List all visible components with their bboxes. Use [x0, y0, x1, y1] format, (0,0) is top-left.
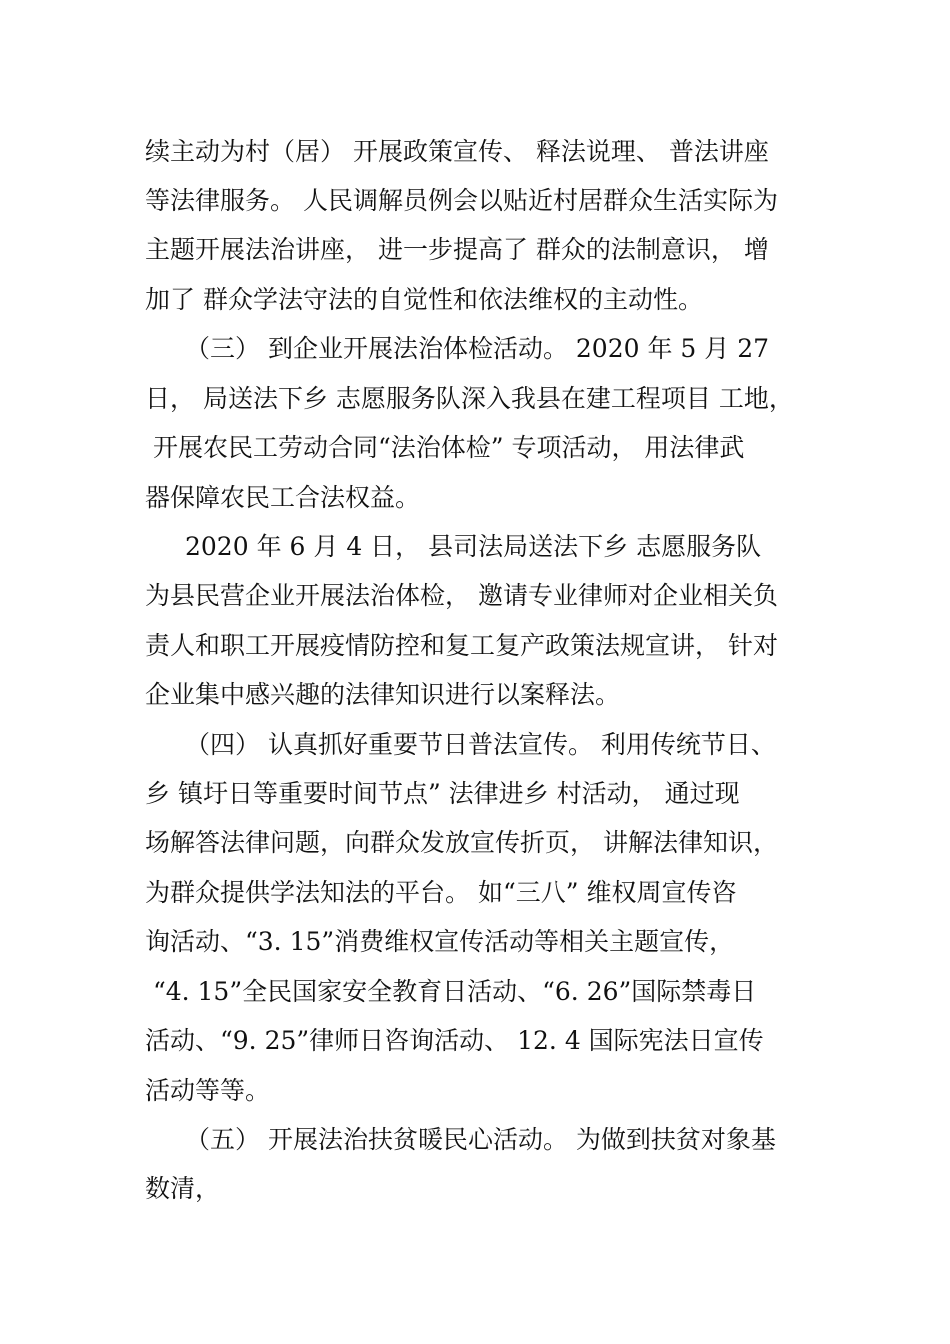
- section-heading-3: （三） 到企业开展法治体检活动。 2020 年 5 月 27: [185, 334, 770, 363]
- text-line: 乡 镇圩日等重要时间节点” 法律进乡 村活动， 通过现: [145, 779, 740, 808]
- text-line: 续主动为村（居） 开展政策宣传、 释法说理、 普法讲座: [145, 137, 769, 166]
- text-line: 活动等等。: [145, 1076, 271, 1105]
- text-line: 询活动、“3. 15”消费维权宣传活动等相关主题宣传，: [145, 927, 735, 956]
- section-heading-5: （五） 开展法治扶贫暖民心活动。 为做到扶贫对象基: [185, 1125, 776, 1154]
- text-line: 场解答法律问题，向群众发放宣传折页， 讲解法律知识，: [145, 828, 778, 857]
- text-line: 主题开展法治讲座， 进一步提高了 群众的法制意识， 增: [145, 235, 769, 264]
- text-line: 为群众提供学法知法的平台。 如“三八” 维权周宣传咨: [145, 878, 737, 907]
- text-line: 加了 群众学法守法的自觉性和依法维权的主动性。: [145, 285, 703, 314]
- text-line: 责人和职工开展疫情防控和复工复产政策法规宣讲， 针对: [145, 631, 778, 660]
- text-line: 器保障农民工合法权益。: [145, 483, 421, 512]
- text-line: 开展农民工劳动合同“法治体检” 专项活动， 用法律武: [145, 433, 745, 462]
- text-line: 等法律服务。 人民调解员例会以贴近村居群众生活实际为: [145, 186, 778, 215]
- text-line: 为县民营企业开展法治体检， 邀请专业律师对企业相关负: [145, 581, 778, 610]
- text-line: 企业集中感兴趣的法律知识进行以案释法。: [145, 680, 621, 709]
- text-line: 数清，: [145, 1174, 221, 1203]
- text-line: “4. 15”全民国家安全教育日活动、“6. 26”国际禁毒日: [145, 977, 757, 1006]
- text-line: 日， 局送法下乡 志愿服务队深入我县在建工程项目 工地，: [145, 384, 794, 413]
- section-heading-4: （四） 认真抓好重要节日普法宣传。 利用传统节日、: [185, 730, 776, 759]
- text-line: 活动、“9. 25”律师日咨询活动、 12. 4 国际宪法日宣传: [145, 1026, 764, 1055]
- paragraph-start: 2020 年 6 月 4 日， 县司法局送法下乡 志愿服务队: [185, 532, 762, 561]
